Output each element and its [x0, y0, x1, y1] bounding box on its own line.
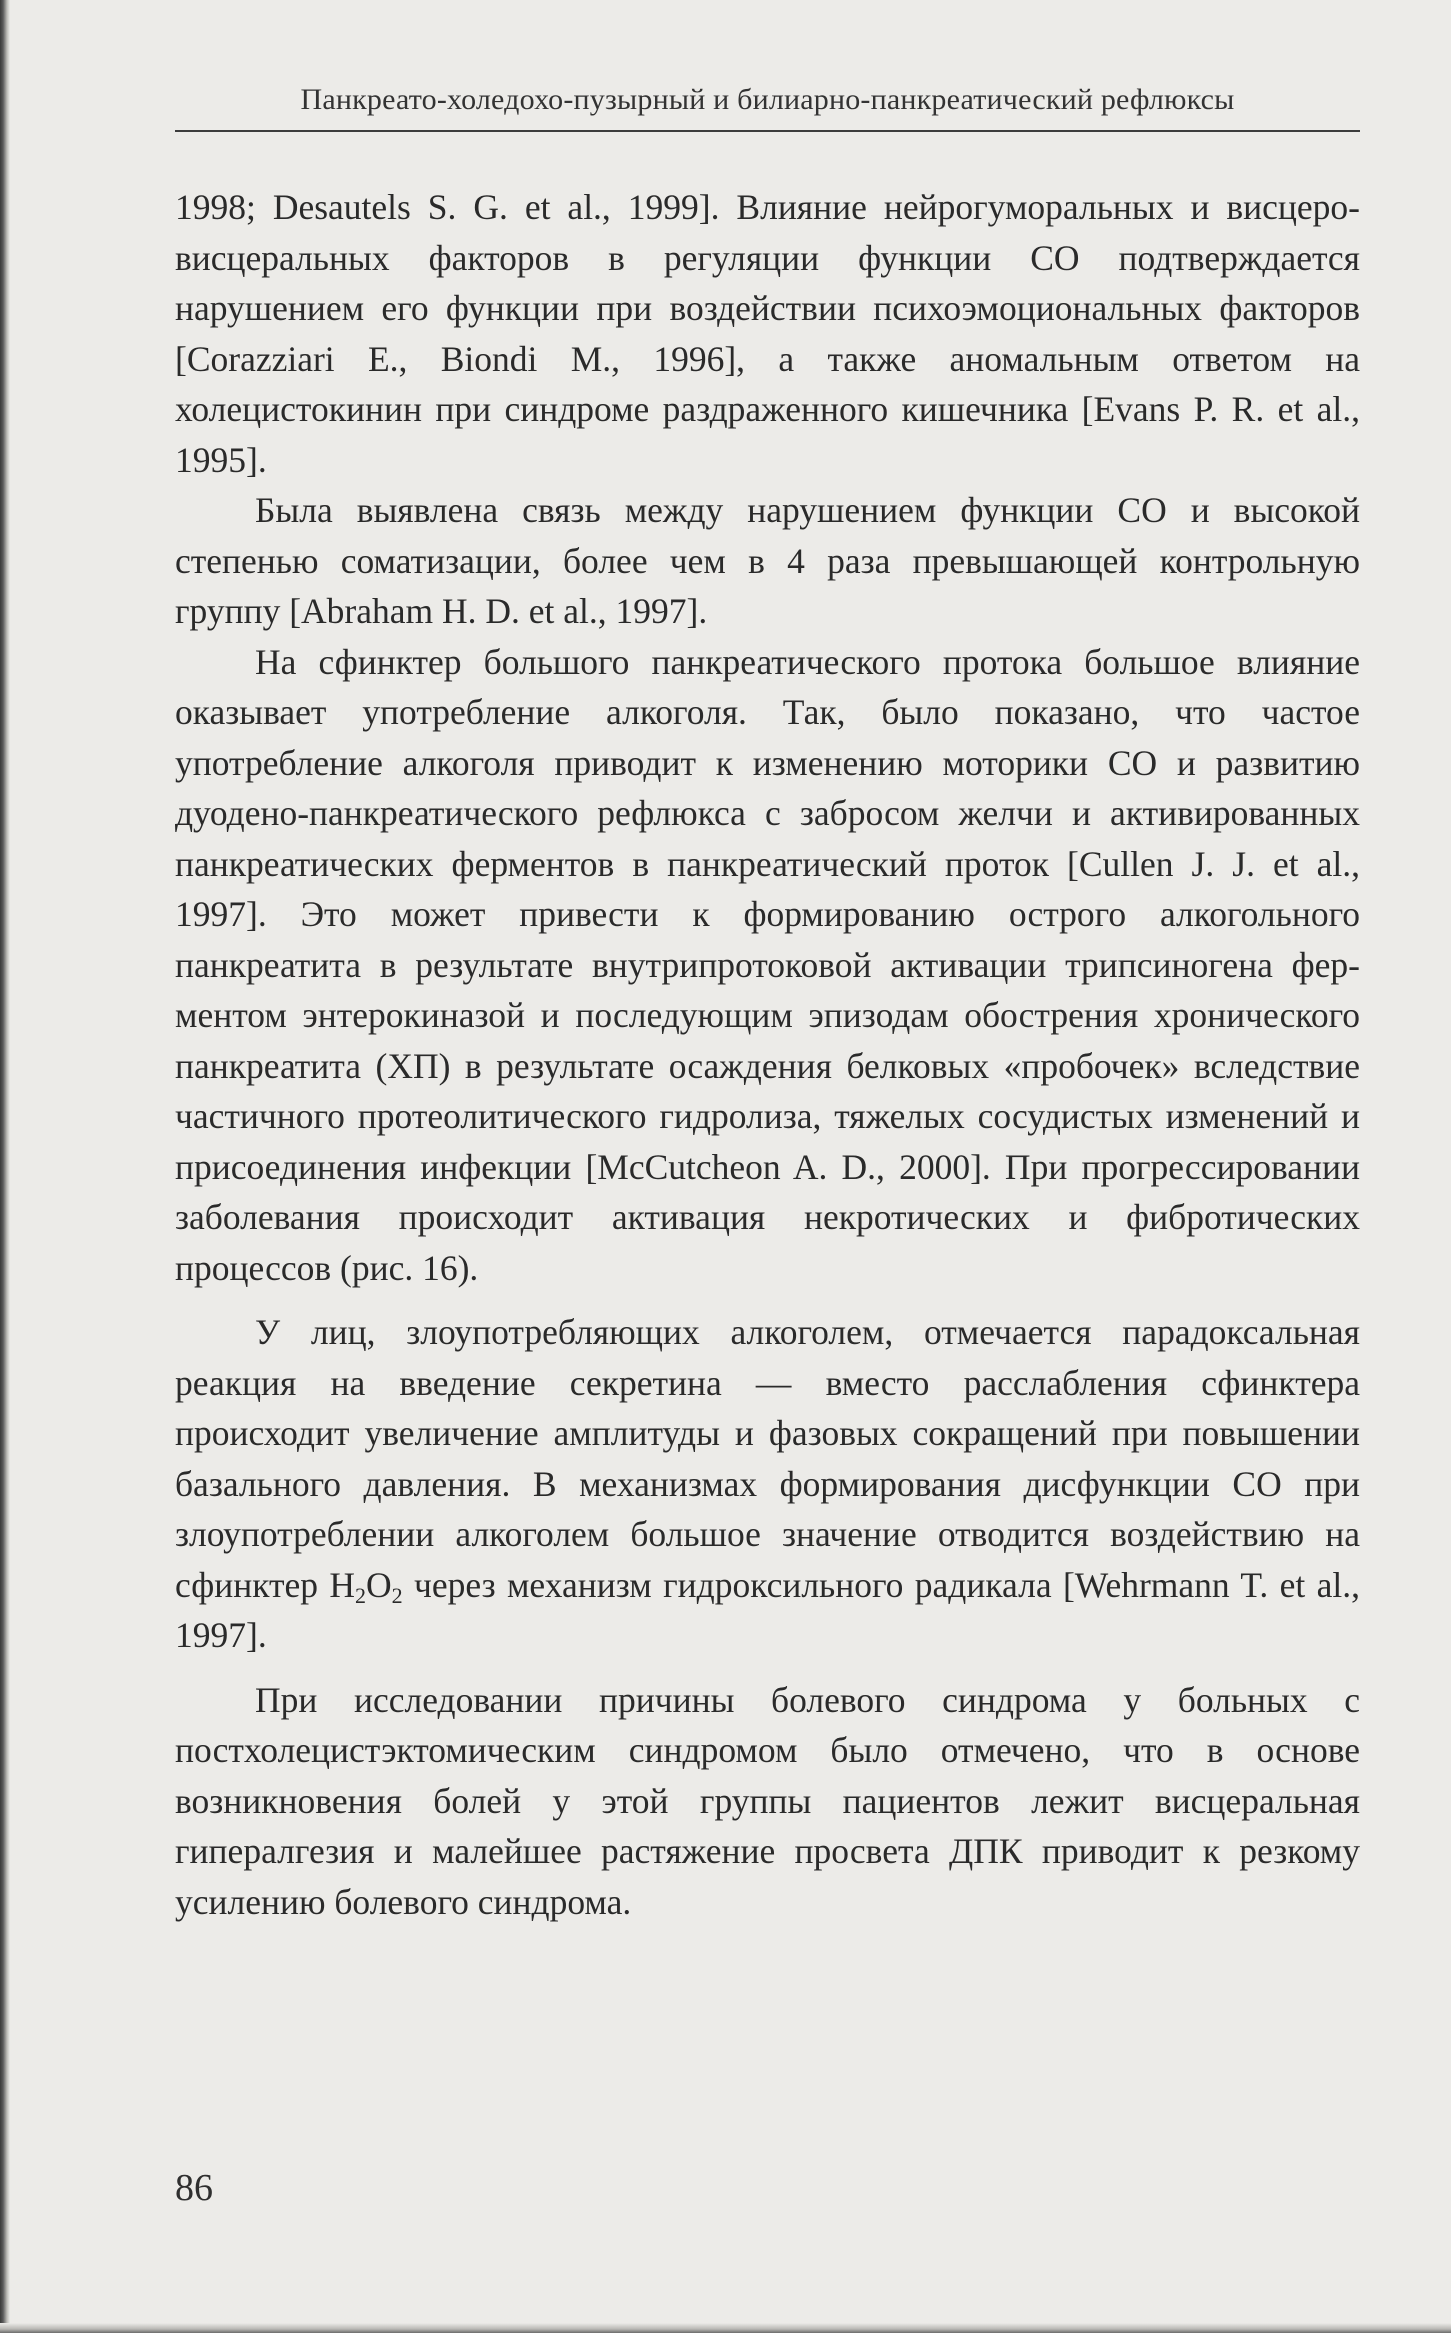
paragraph-pain-syndrome: При исследовании причины болевого синдрома у больных с постхолецистэктомическим синдромом было отмечено, что в основе возникновения болей у этой группы пациентов лежит висцеральная гипералгезия и малейшее растяжение просвета ДПК приводит к резкому усилению болевого синдрома.	[175, 1679, 1360, 1922]
running-header: Панкреато-холедохо-пузырный и билиарно-панкреатический рефлюксы	[300, 83, 1235, 116]
book-page	[175, 80, 1360, 1927]
scan-left-edge	[0, 0, 10, 2333]
radical-text: через механизм гидроксильного радикала [Wehrmann T. et al., 1997].	[175, 1564, 1361, 1655]
paragraph-continuation: 1998; Desautels S. G. et al., 1999]. Влияние нейрогуморальных и висцеро-висцеральных факторов в регуляции функции СО подтверждается нарушением его функции при воздействии психоэмоциональных факторов [Corazziari E., Biondi M., 1996], а также аномальным ответом на холецистокинин при синдроме раздраженного кишечника [Evans P. R. et al., 1995].	[175, 187, 1360, 480]
header-rule	[175, 130, 1360, 132]
formula-h2o2: $H_2O_2$	[329, 1564, 403, 1608]
body-text	[175, 182, 1360, 1927]
secretin-text: У лиц, злоупотребляющих алкоголем, отмечается парадоксальная реакция на введение секретина — вместо расслабления сфинктера происходит увеличение амплитуды и фазовых сокращений при повышении базального давления. В механизмах формирования дисфункции СО при злоупотреблении алкоголем большое значение отводится воздействию на сфинктер	[175, 1312, 1360, 1605]
paragraph-secretin-reaction	[175, 1307, 1360, 1661]
page-number: 86	[175, 2167, 213, 2209]
paragraph-alcohol-sphincter: На сфинктер большого панкреатического протока большое влияние оказывает употребление алкоголя. Так, было показано, что частое употребление алкоголя приводит к изменению моторики СО и развитию дуодено-панкреатического рефлюкса с забросом желчи и активированных панкреатических ферментов в панкреатический проток [Cullen J. J. et al., 1997]. Это может привести к формированию острого алкогольного панкреатита в результате внутрипротоковой активации трипсиногена ферментом энтерокиназой и последующим эпизодам обострения хронического панкреатита (ХП) в результате осаждения белковых «пробочек» вследствие частичного протеолитического гидролиза, тяжелых сосудистых изменений и присоединения инфекции [McCutcheon A. D., 2000]. При прогрессировании заболевания происходит активация некротических и фибротических процессов (рис. 16).	[175, 641, 1360, 1288]
scan-bottom-edge	[0, 2323, 1451, 2333]
paragraph-somatization: Была выявлена связь между нарушением функции СО и высокой степенью соматизации, более чем в 4 раза превышающей контрольную группу [Abraham H. D. et al., 1997].	[175, 490, 1360, 631]
